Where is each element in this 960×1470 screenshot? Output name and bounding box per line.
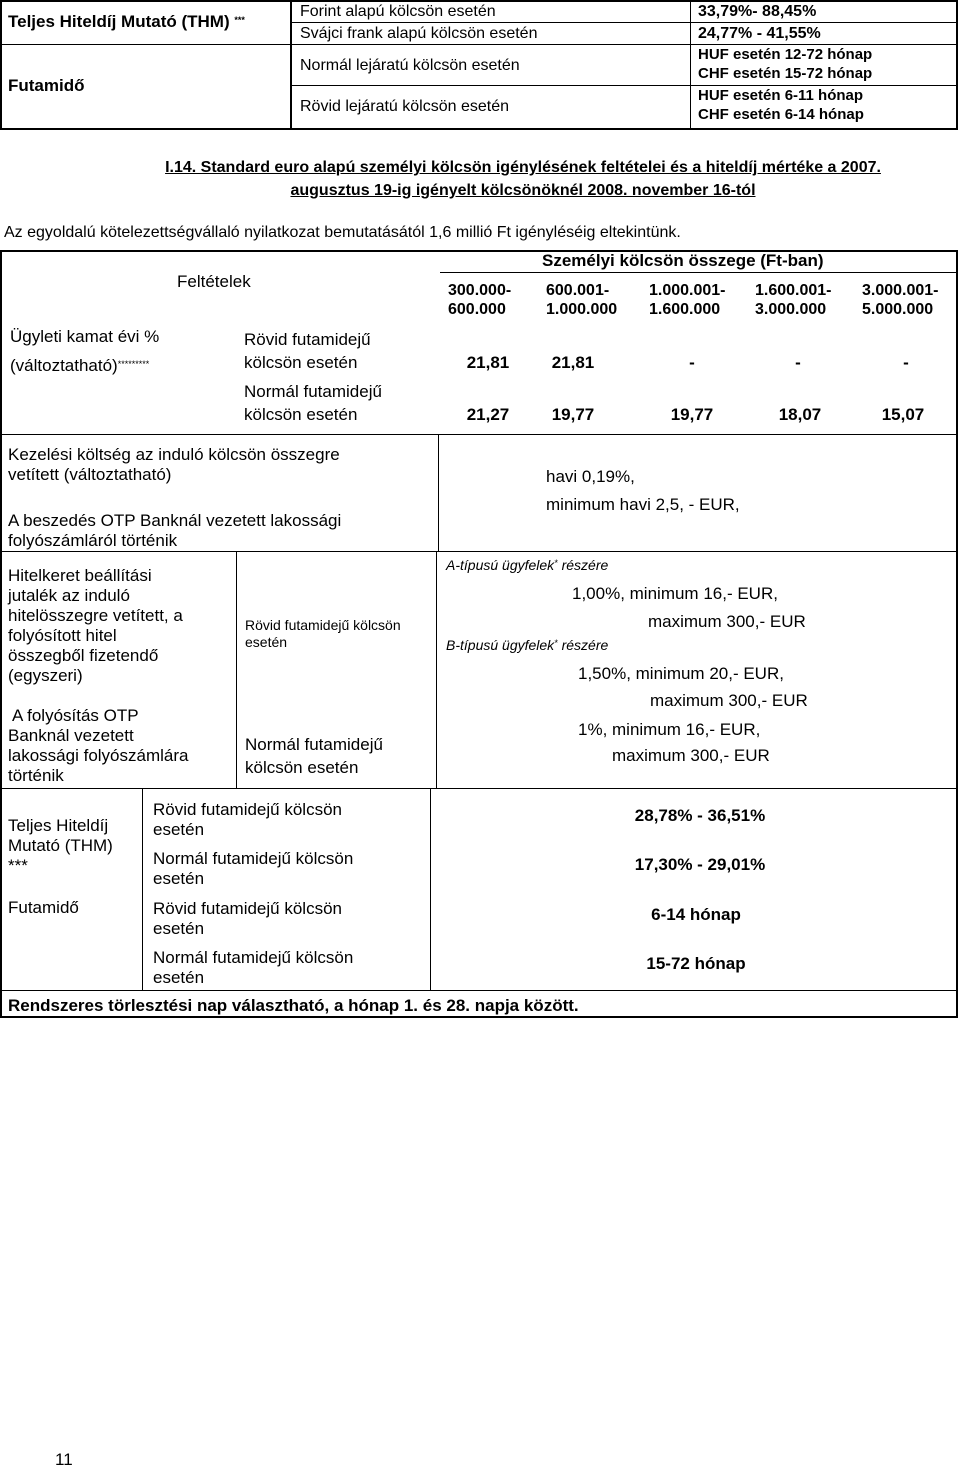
a-type-max: maximum 300,- EUR xyxy=(648,612,806,631)
normal-type-fee: 1%, minimum 16,- EUR, xyxy=(578,720,761,739)
rate-value: 21,27 xyxy=(466,405,510,424)
rate-value: 15,07 xyxy=(881,405,925,424)
row-value: HUF esetén 6-11 hónap xyxy=(698,87,864,104)
conditions-header: Feltételek xyxy=(177,272,251,291)
amount-column: 300.000- 600.000 xyxy=(448,282,512,318)
term-short-label: Rövid futamidejű kölcsön esetén xyxy=(153,899,342,938)
thm-short-value: 28,78% - 36,51% xyxy=(634,806,766,825)
amount-column: 1.600.001- 3.000.000 xyxy=(755,282,832,318)
rate-value: 18,07 xyxy=(778,405,822,424)
thm-normal-label: Normál futamidejű kölcsön esetén xyxy=(153,849,354,888)
rate-value: - xyxy=(689,353,695,372)
amount-column: 1.000.001- 1.600.000 xyxy=(649,282,726,318)
repayment-note: Rendszeres törlesztési nap választható, a hónap 1. és 28. napja között. xyxy=(8,996,579,1015)
thm-label: Teljes Hiteldíj Mutató (THM) *** xyxy=(8,816,113,875)
setup-normal-label: Normál futamidejű kölcsön esetén xyxy=(245,735,383,777)
thm-normal-value: 17,30% - 29,01% xyxy=(634,855,766,874)
fee-minimum: minimum havi 2,5, - EUR, xyxy=(546,495,740,514)
b-type-max: maximum 300,- EUR xyxy=(650,691,808,710)
rate-value: 21,81 xyxy=(466,353,510,372)
short-term-label: Rövid futamidejű kölcsön esetén xyxy=(244,330,371,372)
fee-label: Kezelési költség az induló kölcsön összegre vetített (változtatható) xyxy=(8,445,340,484)
setup-fee-label: Hitelkeret beállítási jutalék az induló hitelösszegre vetített, a folyósított hitel összegből fizetendő (egyszeri) xyxy=(8,566,183,685)
row-value: CHF esetén 6-14 hónap xyxy=(698,106,864,123)
rate-value: - xyxy=(795,353,801,372)
disbursement-note: A folyósítás OTP Banknál vezetett lakossági folyószámlára történik xyxy=(8,706,189,785)
interest-label-sub: (változtatható)********* xyxy=(10,356,150,375)
setup-short-label: Rövid futamidejű kölcsön esetén xyxy=(245,617,401,650)
rate-value: 19,77 xyxy=(670,405,714,424)
a-type-fee: 1,00%, minimum 16,- EUR, xyxy=(572,584,778,603)
row-label: Rövid lejáratú kölcsön esetén xyxy=(300,98,510,115)
rate-value: 19,77 xyxy=(551,405,595,424)
rate-value: 21,81 xyxy=(551,353,595,372)
interest-label: Ügyleti kamat évi % xyxy=(10,327,160,346)
amount-column: 600.001- 1.000.000 xyxy=(546,282,618,318)
rate-value: - xyxy=(903,353,909,372)
intro-text: Az egyoldalú kötelezettségvállaló nyilatkozat bemutatásától 1,6 millió Ft igényléséig eltekintünk. xyxy=(4,224,681,241)
row-value: 33,79%- 88,45% xyxy=(698,3,817,20)
thm-short-label: Rövid futamidejű kölcsön esetén xyxy=(153,800,342,839)
row-label: Normál lejáratú kölcsön esetén xyxy=(300,57,520,74)
section-heading: I.14. Standard euro alapú személyi kölcsön igénylésének feltételei és a hiteldíj mértéke a 2007. augusztus 19-ig igényelt kölcsönöknél 2008. november 16-tól xyxy=(165,159,881,199)
normal-type-max: maximum 300,- EUR xyxy=(612,746,770,765)
term-normal-label: Normál futamidejű kölcsön esetén xyxy=(153,948,354,987)
row-value: 24,77% - 41,55% xyxy=(698,25,821,42)
a-type-label: A-típusú ügyfelek* részére xyxy=(446,557,609,573)
fee-debit-note: A beszedés OTP Banknál vezetett lakossági folyószámláról történik xyxy=(8,511,342,550)
row-value: CHF esetén 15-72 hónap xyxy=(698,65,873,82)
thm-label: Teljes Hiteldíj Mutató (THM) *** xyxy=(8,12,245,31)
b-type-fee: 1,50%, minimum 20,- EUR, xyxy=(578,664,784,683)
fee-value: havi 0,19%, xyxy=(546,467,635,486)
term-label: Futamidő xyxy=(8,898,79,917)
normal-term-label: Normál futamidejű kölcsön esetén xyxy=(244,382,382,424)
row-label: Forint alapú kölcsön esetén xyxy=(300,3,496,20)
b-type-label: B-típusú ügyfelek* részére xyxy=(446,637,609,653)
term-short-value: 6-14 hónap xyxy=(651,905,741,924)
row-value: HUF esetén 12-72 hónap xyxy=(698,46,873,63)
term-normal-value: 15-72 hónap xyxy=(646,954,746,973)
row-label: Svájci frank alapú kölcsön esetén xyxy=(300,25,538,42)
amount-header: Személyi kölcsön összege (Ft-ban) xyxy=(542,251,824,270)
futamido-label: Futamidő xyxy=(8,76,85,95)
amount-column: 3.000.001- 5.000.000 xyxy=(862,282,939,318)
page-number: 11 xyxy=(55,1450,73,1469)
